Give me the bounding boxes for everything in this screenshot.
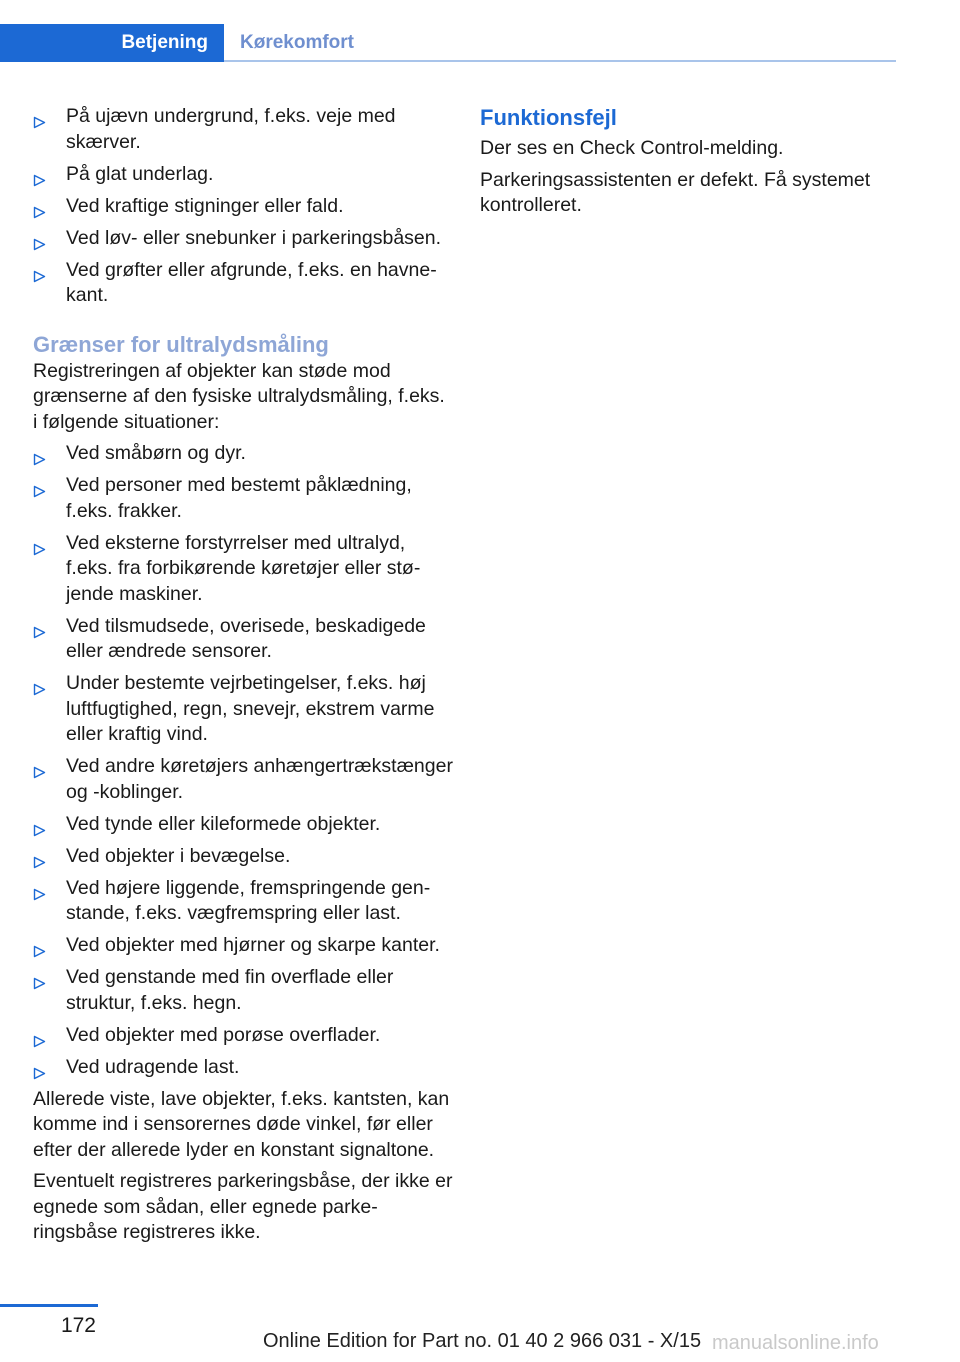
list-item-text: Ved objekter med hjørner og skarpe kanter. — [66, 934, 440, 956]
funktionsfejl-title: Funktionsfejl — [480, 105, 617, 130]
list-item — [33, 671, 453, 748]
triangle-bullet-icon — [33, 169, 46, 195]
triangle-bullet-icon — [33, 201, 46, 227]
left-column — [33, 104, 453, 1252]
list-item-text: Ved højere liggende, fremspringende genstande, f.eks. vægfremspring eller last. — [66, 876, 431, 924]
list-item — [33, 194, 453, 220]
closing-paragraph: Eventuelt registreres parkeringsbåse, der ikke er egnede som sådan, eller egnede parkeringsbåse registreres ikke. — [33, 1170, 453, 1243]
triangle-bullet-icon — [33, 538, 46, 564]
triangle-bullet-icon — [33, 265, 46, 291]
list-item — [33, 531, 453, 608]
list-item — [33, 933, 453, 959]
section-intro: Registreringen af objekter kan støde mod grænserne af den fysiske ultralydsmåling, f.eks. i følgende situationer: — [33, 359, 445, 433]
header-divider — [224, 60, 896, 62]
list-item-text: Ved personer med bestemt påklædning, f.eks. frakker. — [66, 474, 412, 522]
list-item — [33, 876, 453, 927]
list-item-text: Ved kraftige stigninger eller fald. — [66, 194, 344, 217]
tab-betjening[interactable]: Betjening — [0, 24, 224, 62]
page-header — [0, 0, 960, 62]
list-item-text: Ved andre køretøjers anhængertrækstænger og -koblinger. — [66, 755, 453, 803]
triangle-bullet-icon — [33, 111, 46, 137]
closing-paragraph: Allerede viste, lave objekter, f.eks. kantsten, kan komme ind i sensorernes døde vinkel, før eller efter der allerede lyder en konstant signaltone. — [33, 1087, 450, 1161]
list-item-text: Ved løv- eller snebunker i parkeringsbåsen. — [66, 226, 442, 249]
list-item — [33, 812, 453, 838]
triangle-bullet-icon — [33, 819, 46, 845]
list-item — [33, 614, 453, 665]
triangle-bullet-icon — [33, 972, 46, 998]
list-item-text: Ved grøfter eller afgrunde, f.eks. en havnekant. — [66, 258, 437, 306]
triangle-bullet-icon — [33, 678, 46, 704]
list-item-text: På glat underlag. — [66, 162, 214, 185]
footer-divider — [0, 1304, 98, 1307]
page-number: 172 — [60, 1314, 96, 1337]
tab-koerekomfort[interactable]: Kørekomfort — [240, 32, 355, 53]
triangle-bullet-icon — [33, 940, 46, 966]
triangle-bullet-icon — [33, 883, 46, 909]
list-item — [33, 473, 453, 524]
list-item — [33, 162, 453, 188]
list-item-text: Ved tynde eller kileformede objekter. — [66, 812, 381, 835]
watermark: manualsonline.info — [712, 1332, 879, 1354]
list-item-text: Ved genstande med fin overflade eller struktur, f.eks. hegn. — [66, 966, 394, 1014]
list-item — [33, 104, 453, 155]
list-item-text: Ved objekter i bevægelse. — [66, 844, 291, 867]
triangle-bullet-icon — [33, 761, 46, 787]
triangle-bullet-icon — [33, 1062, 46, 1088]
list-item-text: Ved småbørn og dyr. — [66, 442, 246, 464]
list-item — [33, 754, 453, 805]
intro-bullet-list — [33, 104, 453, 309]
list-item-text: Under bestemte vejrbetingelser, f.eks. høj luftfugtighed, regn, snevejr, ekstrem varme eller kraftig vind. — [66, 672, 435, 745]
list-item — [33, 258, 453, 309]
right-column — [480, 104, 900, 225]
triangle-bullet-icon — [33, 448, 46, 474]
list-item — [33, 226, 453, 252]
triangle-bullet-icon — [33, 480, 46, 506]
triangle-bullet-icon — [33, 621, 46, 647]
list-item-text: Ved objekter med porøse overflader. — [66, 1023, 381, 1046]
triangle-bullet-icon — [33, 1030, 46, 1056]
list-item-text: Ved udragende last. — [66, 1055, 240, 1078]
section-title: Grænser for ultralydsmåling — [33, 331, 329, 357]
triangle-bullet-icon — [33, 851, 46, 877]
list-item — [33, 1055, 453, 1081]
list-item — [33, 965, 453, 1016]
list-item-text: På ujævn undergrund, f.eks. veje med skærver. — [66, 105, 396, 153]
list-item-text: Ved tilsmudsede, overisede, beskadigede eller ændrede sensorer. — [66, 614, 426, 662]
section-bullet-list — [33, 441, 453, 1080]
right-paragraph: Parkeringsassistenten er defekt. Få systemet kontrolleret. — [480, 168, 871, 216]
right-paragraph: Der ses en Check Control-melding. — [480, 137, 784, 159]
list-item — [33, 441, 453, 467]
list-item — [33, 844, 453, 870]
triangle-bullet-icon — [33, 233, 46, 259]
list-item — [33, 1023, 453, 1049]
list-item-text: Ved eksterne forstyrrelser med ultralyd, f.eks. fra forbikørende køretøjer eller støjende maskiner. — [66, 531, 421, 605]
edition-text: Online Edition for Part no. 01 40 2 966 031 - X/15 — [263, 1330, 702, 1352]
